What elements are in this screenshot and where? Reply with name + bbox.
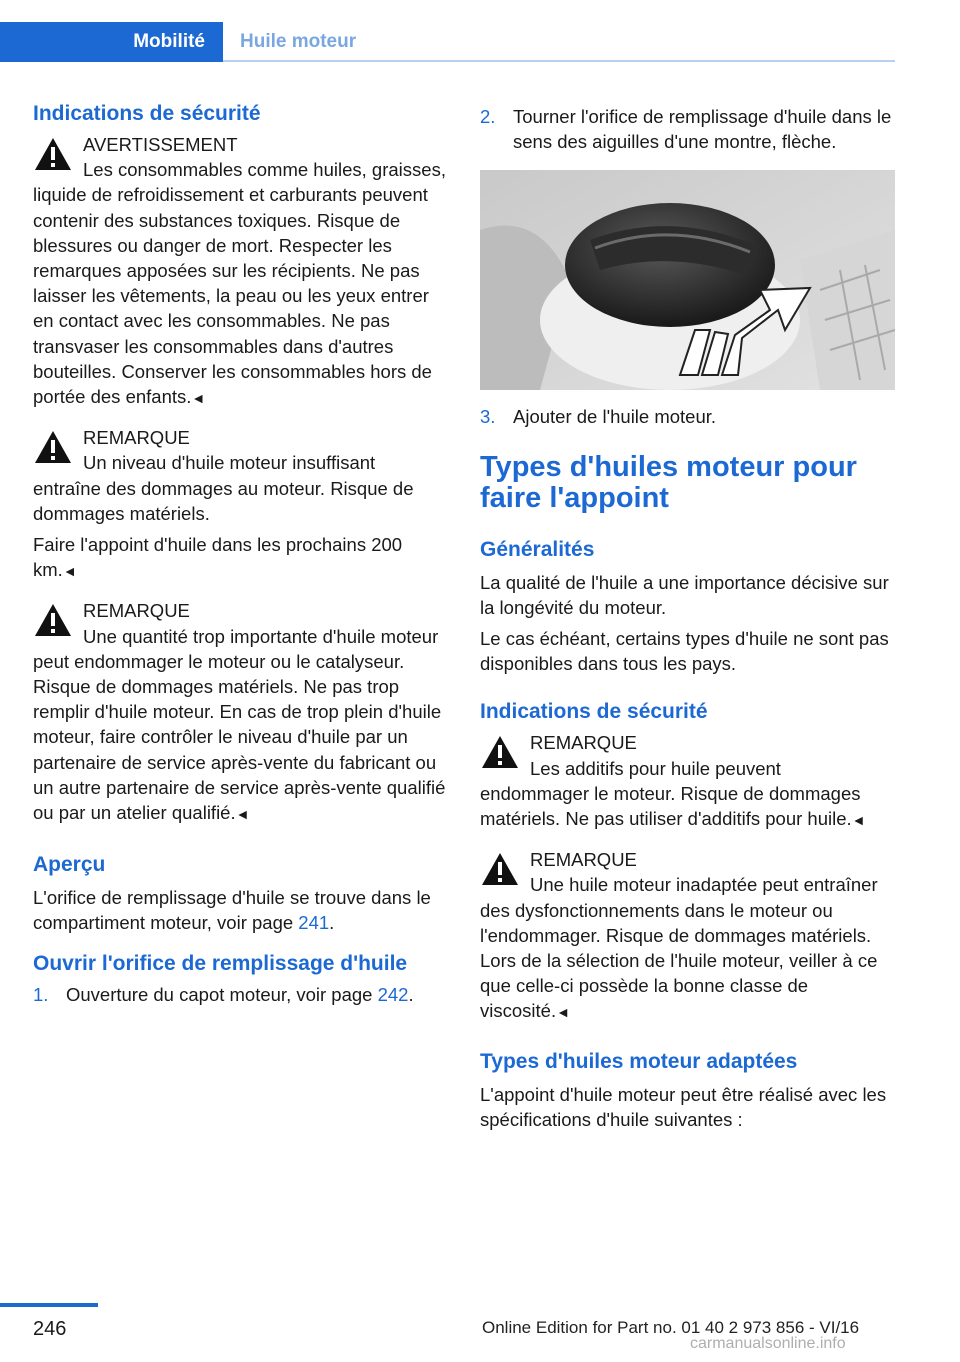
tab-huile-moteur-label: Huile moteur: [240, 31, 357, 52]
oil-filler-cap-illustration: [480, 170, 895, 390]
heading-safety-right: Indications de sécurité: [480, 700, 708, 724]
page-link-241[interactable]: 241: [298, 912, 330, 934]
heading-adapted: Types d'huiles moteur adaptées: [480, 1049, 798, 1073]
warning-5-title: REMARQUE: [530, 849, 637, 871]
adapted-paragraph: L'appoint d'huile moteur peut être réalisé avec les spécifications d'huile suivantes :: [480, 1083, 887, 1130]
list-item: [480, 404, 895, 429]
step-2-text: Tourner l'orifice de remplissage d'huile dans le sens des aiguilles d'une montre, flèche.: [513, 106, 892, 153]
warning-3-title: REMARQUE: [83, 600, 190, 622]
warning-5-body: Une huile moteur inadaptée peut entraîner des dysfonctionnements dans le moteur ou l'endommager. Risque de dommages matériels. Lors de la sélection de l'huile moteur, veiller à ce que celle-ci possède la bonne classe de viscosité.: [480, 874, 878, 1022]
tab-huile-moteur[interactable]: [240, 31, 356, 53]
step-1-text: Ouverture du capot moteur, voir page: [66, 983, 373, 1005]
apercu-paragraph: [33, 885, 448, 935]
end-mark: ◄: [556, 1004, 570, 1021]
page-link-242[interactable]: 242: [377, 983, 409, 1005]
heading-safety: Indications de sécurité: [33, 102, 261, 125]
warning-2-extra-text: Faire l'appoint d'huile dans les prochains 200 km.: [33, 534, 403, 581]
warning-4-body: Les additifs pour huile peuvent endommager le moteur. Risque de dommages matériels. Ne pas utiliser d'additifs pour huile.: [480, 757, 861, 830]
end-mark: ◄: [851, 812, 866, 829]
tab-mobilite[interactable]: [0, 22, 223, 62]
steps-list-left: [33, 982, 448, 1007]
period: .: [408, 983, 414, 1005]
header-tabs: [0, 22, 895, 62]
warning-triangle-icon: [480, 734, 520, 770]
warning-block-4: [480, 730, 895, 833]
warning-triangle-icon: [480, 851, 520, 887]
end-mark: ◄: [62, 563, 77, 580]
warning-block-5: [480, 847, 895, 1025]
warning-triangle-icon: [33, 136, 73, 172]
step-3-text: Ajouter de l'huile moteur.: [513, 406, 717, 428]
warning-triangle-icon: [33, 602, 73, 638]
warning-block-3: [33, 598, 448, 827]
tab-mobilite-label: Mobilité: [133, 31, 205, 52]
warning-2-body: Un niveau d'huile moteur insuffisant entraîne des dommages au moteur. Risque de dommages matériels.: [33, 452, 414, 524]
steps-list-right: [480, 104, 895, 154]
warning-block-2: [33, 425, 448, 584]
heading-generalites: Généralités: [480, 537, 595, 561]
warning-triangle-icon: [33, 429, 73, 465]
heading-types-huiles: Types d'huiles moteur pour faire l'appoint: [480, 450, 857, 514]
heading-apercu: Aperçu: [33, 853, 106, 877]
generalites-paragraph-1: La qualité de l'huile a une importance décisive sur la longévité du moteur.: [480, 571, 889, 618]
steps-list-right-2: [480, 404, 895, 429]
generalites-paragraph-2: Le cas échéant, certains types d'huile ne sont pas disponibles dans tous les pays.: [480, 628, 889, 675]
list-item: [480, 104, 895, 154]
end-mark: ◄: [191, 390, 206, 407]
right-column: [480, 104, 895, 1132]
warning-4-title: REMARQUE: [530, 732, 637, 754]
step-number: 2.: [480, 106, 496, 127]
left-column: [33, 100, 448, 1007]
end-mark: ◄: [235, 806, 250, 823]
list-item: [33, 982, 448, 1007]
heading-ouvrir: Ouvrir l'orifice de remplissage d'huile: [33, 951, 408, 975]
edition-text: Online Edition for Part no. 01 40 2 973 856 - VI/16: [482, 1318, 860, 1337]
watermark: carmanualsonline.info: [690, 1335, 846, 1352]
warning-1-body: Les consommables comme huiles, graisses, liquide de refroidissement et carburants peuvent contenir des substances toxiques. Risque de blessures ou danger de mort. Respecter les remarques apposées sur les récipients. Ne pas laisser les vêtements, la peau ou les yeux entrer en contact avec les consommables. Ne pas transvaser les consommables dans d'autres bouteilles. Conserver les consommables hors de portée des enfants.: [33, 159, 446, 408]
step-number: 3.: [480, 406, 496, 428]
apercu-text: L'orifice de remplissage d'huile se trouve dans le compartiment moteur, voir page: [33, 887, 431, 934]
warning-2-extra: [33, 532, 448, 584]
header-rule: [223, 60, 895, 62]
warning-block-1: [33, 132, 448, 411]
footer-rule: [0, 1303, 98, 1307]
oil-filler-cap-illustration: [480, 170, 895, 390]
page-number: 246: [33, 1318, 67, 1340]
warning-1-title: AVERTISSEMENT: [83, 134, 238, 155]
warning-2-title: REMARQUE: [83, 427, 190, 449]
warning-3-body: Une quantité trop importante d'huile moteur peut endommager le moteur ou le catalyseur. Risque de dommages matériels. Ne pas trop remplir d'huile moteur. En cas de trop plein d'huile moteur, faire contrôler le niveau d'huile par un partenaire de service après-vente du fabricant ou un autre partenaire de service après-vente qualifié ou par un atelier qualifié.: [33, 625, 446, 824]
period: .: [329, 912, 335, 934]
step-number: 1.: [33, 983, 49, 1005]
